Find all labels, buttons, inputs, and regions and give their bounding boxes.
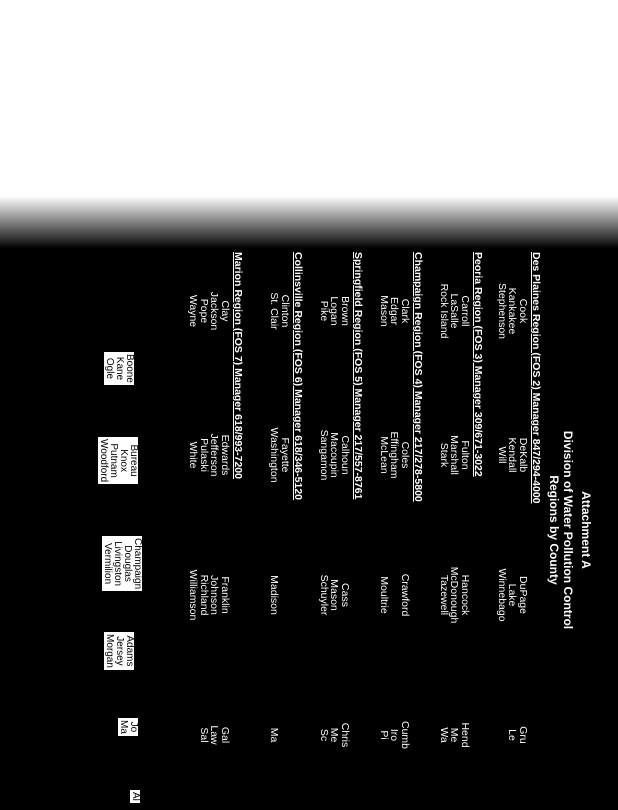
- county-name: DuPage: [517, 576, 529, 614]
- county-name: Fulton: [459, 440, 471, 470]
- county-column: [439, 680, 471, 790]
- county-name: Sangamon: [318, 429, 330, 481]
- county-column: [269, 400, 290, 510]
- county-column: [188, 256, 230, 366]
- county-column: [319, 540, 351, 650]
- county-name: [389, 540, 400, 650]
- county-column: [439, 540, 471, 650]
- county-name: Cook: [517, 298, 529, 324]
- county-column: [439, 400, 471, 510]
- rotated-document: [187, 250, 600, 810]
- county-name: Macoupin: [328, 432, 341, 478]
- county-name: Hancock: [459, 574, 471, 616]
- county-name: White: [187, 441, 200, 469]
- county-name: Mason: [328, 579, 341, 611]
- county-name: Coles: [399, 441, 411, 469]
- county-name: Me: [448, 727, 461, 743]
- scan-gray-band: [0, 196, 618, 248]
- county-name: Brown: [339, 296, 351, 326]
- county-name: Kane: [114, 356, 125, 381]
- county-name: Le: [506, 729, 519, 741]
- county-name: Richland: [198, 574, 210, 616]
- county-column: [379, 256, 411, 366]
- county-name: Schuyler: [318, 574, 330, 616]
- region-heading: Des Plaines Region (FOS 2) Manager 847/294-4000: [530, 252, 542, 504]
- county-column: [199, 680, 231, 790]
- county-name: Chris: [339, 722, 351, 748]
- county-column: [439, 256, 471, 366]
- county-name: Bureau: [128, 444, 139, 477]
- county-name: Kendall: [506, 437, 519, 473]
- county-name: Crawford: [399, 573, 411, 617]
- county-column: [379, 540, 411, 650]
- county-name: Tazewell: [438, 574, 450, 616]
- county-name: Johnson: [208, 575, 221, 615]
- county-name: Ma: [268, 727, 281, 743]
- county-name: Winnebago: [496, 568, 508, 622]
- county-name: Clay: [219, 300, 231, 322]
- county-name: Hend: [459, 722, 471, 748]
- county-column: [497, 400, 529, 510]
- county-name: Sal: [198, 727, 210, 743]
- county-name: Boone: [124, 354, 135, 383]
- county-name: Stephenson: [496, 282, 508, 340]
- county-name: Washington: [268, 427, 281, 483]
- county-name: Iro: [388, 728, 401, 742]
- county-name: Morgan: [104, 634, 115, 668]
- county-box: [130, 790, 140, 803]
- county-name: Will: [496, 446, 508, 464]
- county-column: [319, 256, 351, 366]
- county-name: Al: [130, 792, 141, 801]
- county-column: [379, 400, 411, 510]
- county-name: Lake: [506, 583, 519, 607]
- county-name: Gal: [219, 726, 231, 744]
- county-name: Vermilion: [102, 543, 113, 585]
- county-box: [102, 536, 142, 591]
- county-name: Carroll: [459, 295, 471, 327]
- county-name: Moultrie: [378, 576, 390, 614]
- region-heading: Collinsville Region (FOS 6) Manager 618/346-5120: [292, 252, 304, 501]
- county-name: [280, 680, 291, 790]
- county-name: Knox: [118, 449, 129, 472]
- county-name: Effingham: [388, 431, 401, 479]
- county-name: Edwards: [219, 434, 231, 476]
- county-box: [118, 718, 138, 736]
- county-name: Kankakee: [506, 287, 519, 335]
- county-name: Williamson: [187, 569, 200, 621]
- county-name: Woodford: [98, 439, 109, 483]
- county-name: Cumb: [399, 720, 411, 749]
- county-name: Pulaski: [198, 438, 210, 472]
- county-column: [319, 680, 351, 790]
- region-heading: Marion Region (FOS 7) Manager 618/993-7200: [232, 252, 244, 479]
- county-name: Mason: [378, 295, 390, 327]
- doc-subtitle-division: Division of Water Pollution Control: [561, 430, 575, 630]
- county-name: Law: [208, 725, 221, 745]
- county-name: [280, 540, 291, 650]
- county-name: Clinton: [279, 294, 291, 328]
- doc-title: Attachment A: [579, 491, 593, 569]
- county-name: Marshall: [448, 435, 461, 475]
- county-box: [104, 352, 134, 385]
- county-name: Jefferson: [208, 433, 221, 477]
- county-column: [497, 256, 529, 366]
- county-name: Calhoun: [339, 435, 351, 475]
- county-box: [98, 437, 138, 484]
- county-name: Sc: [318, 728, 330, 742]
- county-name: Clark: [399, 298, 411, 324]
- county-name: Jo: [128, 721, 139, 733]
- county-column: [507, 680, 528, 790]
- region-heading: Champaign Region (FOS 4) Manager 217/278-5800: [412, 252, 424, 502]
- county-name: DeKalb: [517, 437, 529, 473]
- county-column: [269, 256, 290, 366]
- county-name: Madison: [268, 575, 281, 615]
- county-name: Livingston: [112, 541, 123, 587]
- county-name: Wa: [438, 727, 450, 743]
- county-name: Edgar: [388, 296, 401, 326]
- county-name: McDonough: [448, 566, 461, 624]
- county-column: [269, 540, 290, 650]
- county-name: Logan: [328, 296, 341, 326]
- county-name: Champaign: [132, 538, 143, 590]
- county-column: [319, 400, 351, 510]
- county-name: Jersey: [114, 636, 125, 666]
- county-name: Wayne: [187, 294, 200, 328]
- county-column: [269, 680, 290, 790]
- scan-white-area: [0, 0, 618, 200]
- county-name: Stark: [438, 442, 450, 468]
- county-name: Pope: [198, 298, 210, 324]
- county-name: Ma: [118, 720, 129, 734]
- county-name: Ogle: [104, 357, 115, 380]
- county-name: Pike: [318, 300, 330, 322]
- county-name: Douglas: [122, 545, 133, 582]
- county-name: Adams: [124, 635, 135, 667]
- county-name: Putnam: [108, 443, 119, 478]
- county-column: [188, 400, 230, 510]
- county-column: [497, 540, 529, 650]
- county-column: [379, 680, 411, 790]
- region-heading: Peoria Region (FOS 3) Manager 309/671-3022: [472, 252, 484, 477]
- doc-subtitle-regions: Regions by County: [547, 475, 561, 585]
- region-heading: Springfield Region (FOS 5) Manager 217/557-8761: [352, 252, 364, 500]
- county-box: [104, 632, 134, 670]
- county-name: Pi: [378, 730, 390, 740]
- county-name: LaSalle: [448, 293, 461, 329]
- county-name: McLean: [378, 436, 390, 474]
- county-name: Me: [328, 727, 341, 743]
- county-name: Fayette: [279, 437, 291, 473]
- county-name: Jackson: [208, 291, 221, 331]
- county-column: [188, 540, 230, 650]
- county-name: Rock Island: [438, 283, 450, 339]
- county-name: St. Clair: [268, 292, 281, 330]
- county-name: Gru: [517, 726, 529, 744]
- county-name: Cass: [339, 583, 351, 607]
- county-name: Franklin: [219, 576, 231, 614]
